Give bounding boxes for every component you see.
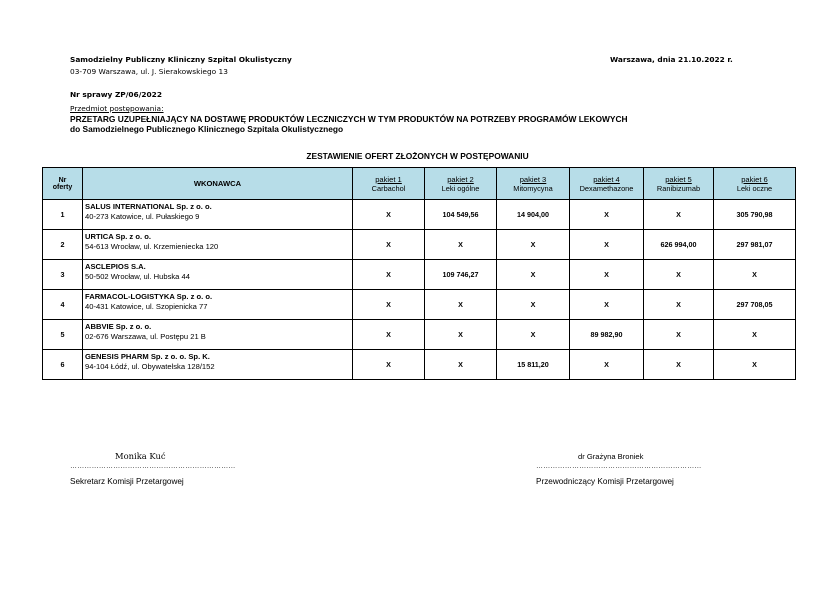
offer-value-package-1: X [353,260,425,290]
contractor-address: 40-431 Katowice, ul. Szopienicka 77 [85,302,208,311]
contractor-cell [83,230,353,260]
offer-value-package-3: X [497,230,570,260]
contractor-name: GENESIS PHARM Sp. z o. o. Sp. K. [85,352,210,361]
offer-value-package-4: X [570,260,644,290]
contractor-address: 02-676 Warszawa, ul. Postępu 21 B [85,332,206,341]
institution-address: 03-709 Warszawa, ul. J. Sierakowskiego 13 [70,67,228,76]
subject-label: Przedmiot postępowania: [70,104,164,113]
right-signature-line: …………………………………………………………… [536,463,702,470]
col-header-package-2: pakiet 2 Leki ogólne [425,168,497,200]
table-row [43,350,796,380]
contractor-cell [83,320,353,350]
offer-value-package-5: X [644,260,714,290]
table-title: ZESTAWIENIE OFERT ZŁOŻONYCH W POSTĘPOWANIU [306,151,529,161]
contractor-name: URTICA Sp. z o. o. [85,232,151,241]
contractor-cell [83,350,353,380]
offer-value-package-1: X [353,230,425,260]
offer-value-package-2: 104 549,56 [425,200,497,230]
case-number: Nr sprawy ZP/06/2022 [70,90,162,99]
col-header-package-3: pakiet 3 Mitomycyna [497,168,570,200]
offer-value-package-6: X [714,350,796,380]
left-signer-name: Monika Kuć [115,451,166,461]
offer-number: 6 [43,350,83,380]
offer-value-package-3: X [497,260,570,290]
offer-value-package-4: X [570,200,644,230]
offer-number: 2 [43,230,83,260]
contractor-address: 94-104 Łódź, ul. Obywatelska 128/152 [85,362,215,371]
offer-value-package-3: 14 904,00 [497,200,570,230]
col-header-contractor: WKONAWCA [83,168,353,200]
offer-value-package-4: X [570,290,644,320]
col-header-package-1: pakiet 1 Carbachol [353,168,425,200]
offer-value-package-5: X [644,290,714,320]
offer-value-package-3: X [497,290,570,320]
offer-number: 5 [43,320,83,350]
offer-value-package-6: 305 790,98 [714,200,796,230]
offer-value-package-5: X [644,350,714,380]
offer-value-package-2: X [425,320,497,350]
subject-line-2: do Samodzielnego Publicznego Klinicznego Szpitala Okulistycznego [70,124,344,134]
table-row [43,290,796,320]
offer-number: 1 [43,200,83,230]
offer-value-package-4: 89 982,90 [570,320,644,350]
offer-value-package-3: X [497,320,570,350]
right-signer-role: Przewodniczący Komisji Przetargowej [536,477,674,486]
offer-value-package-2: X [425,350,497,380]
offer-value-package-3: 15 811,20 [497,350,570,380]
table-row [43,200,796,230]
offer-value-package-2: X [425,230,497,260]
offer-value-package-5: 626 994,00 [644,230,714,260]
left-signature-line: …………………………………………………………… [70,463,236,470]
offer-value-package-6: 297 981,07 [714,230,796,260]
offer-value-package-5: X [644,200,714,230]
offer-value-package-6: X [714,260,796,290]
right-signer-name: dr Grażyna Broniek [578,452,644,461]
offers-table [42,167,796,380]
contractor-name: ASCLEPIOS S.A. [85,262,146,271]
contractor-address: 50-502 Wrocław, ul. Hubska 44 [85,272,190,281]
place-date: Warszawa, dnia 21.10.2022 r. [610,55,733,64]
contractor-address: 40-273 Katowice, ul. Pułaskiego 9 [85,212,200,221]
institution-name: Samodzielny Publiczny Kliniczny Szpital Okulistyczny [70,55,292,64]
table-row [43,230,796,260]
col-header-package-5: pakiet 5 Ranibizumab [644,168,714,200]
offer-number: 4 [43,290,83,320]
table-header-row [43,168,796,200]
subject-line-1: PRZETARG UZUPEŁNIAJĄCY NA DOSTAWĘ PRODUKTÓW LECZNICZYCH W TYM PRODUKTÓW NA POTRZEBY PROGRAMÓW LEKOWYCH [70,114,628,124]
contractor-name: FARMACOL-LOGISTYKA Sp. z o. o. [85,292,213,301]
contractor-name: SALUS INTERNATIONAL Sp. z o. o. [85,202,212,211]
offer-value-package-4: X [570,350,644,380]
offer-number: 3 [43,260,83,290]
offer-value-package-5: X [644,320,714,350]
offer-value-package-6: 297 708,05 [714,290,796,320]
offer-value-package-6: X [714,320,796,350]
offer-value-package-2: 109 746,27 [425,260,497,290]
table-row [43,260,796,290]
contractor-address: 54-613 Wrocław, ul. Krzemieniecka 120 [85,242,219,251]
offer-value-package-1: X [353,350,425,380]
offer-value-package-1: X [353,320,425,350]
contractor-cell [83,260,353,290]
offer-value-package-2: X [425,290,497,320]
col-header-package-4: pakiet 4 Dexamethazone [570,168,644,200]
offer-value-package-4: X [570,230,644,260]
offer-value-package-1: X [353,200,425,230]
col-header-no: Nr oferty [43,168,83,200]
contractor-cell [83,200,353,230]
contractor-cell [83,290,353,320]
table-row [43,320,796,350]
col-header-package-6: pakiet 6 Leki oczne [714,168,796,200]
left-signer-role: Sekretarz Komisji Przetargowej [70,477,184,486]
contractor-name: ABBVIE Sp. z o. o. [85,322,152,331]
offer-value-package-1: X [353,290,425,320]
